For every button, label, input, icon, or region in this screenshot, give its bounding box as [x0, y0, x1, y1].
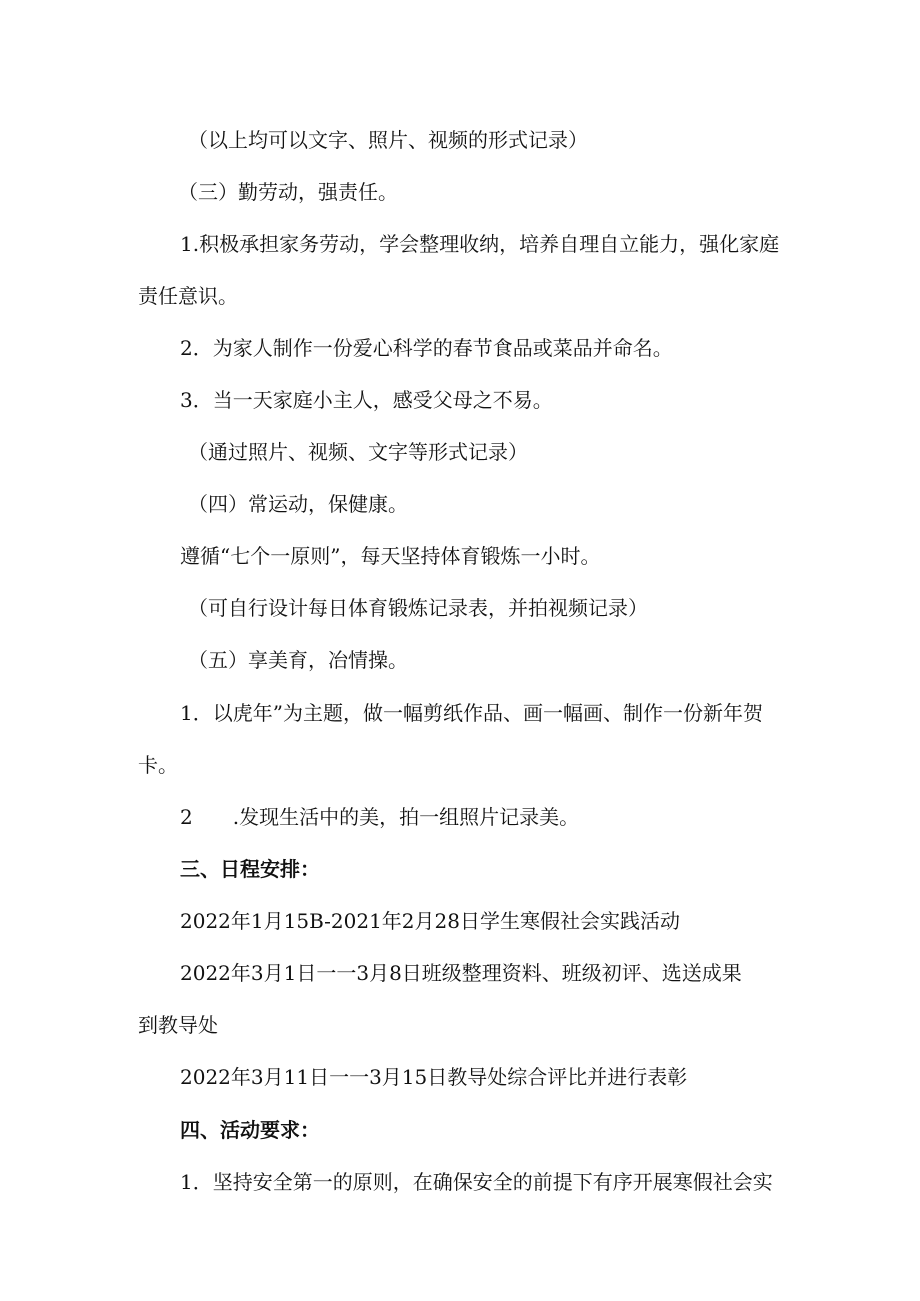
list-item-arts-1: 1．以虎年”为主题，做一幅剪纸作品、画一幅画、制作一份新年贺: [180, 701, 763, 725]
paragraph-exercise-rule: 遵循“七个一原则”，每天坚持体育锻炼一小时。: [180, 544, 601, 568]
paragraph-record-note-1: （以上均可以文字、照片、视频的形式记录）: [188, 128, 588, 152]
list-item-arts-1-cont: 卡。: [138, 753, 178, 777]
list-item-labor-1: 1.积极承担家务劳动，学会整理收纳，培养自理自立能力，强化家庭: [180, 232, 780, 256]
schedule-item-2-cont: 到教导处: [138, 1013, 218, 1037]
list-item-labor-3: 3．当一天家庭小主人，感受父母之不易。: [180, 388, 553, 412]
list-item-labor-1-cont: 责任意识。: [138, 284, 238, 308]
section-heading-requirements: 四、活动要求：: [180, 1118, 320, 1142]
list-item-labor-2: 2．为家人制作一份爱心科学的春节食品或菜品并命名。: [180, 336, 673, 360]
section-heading-schedule: 三、日程安排：: [180, 857, 320, 881]
paragraph-record-note-3: （可自行设计每日体育锻炼记录表，并拍视频记录）: [188, 596, 648, 620]
schedule-item-2: 2022年3月1日一一3月8日班级整理资料、班级初评、选送成果: [180, 961, 742, 985]
section-heading-exercise: （四）常运动，保健康。: [188, 492, 408, 516]
requirement-item-1: 1．坚持安全第一的原则，在确保安全的前提下有序开展寒假社会实: [180, 1170, 773, 1194]
schedule-item-1: 2022年1月15B-2021年2月28日学生寒假社会实践活动: [180, 909, 680, 933]
paragraph-record-note-2: （通过照片、视频、文字等形式记录）: [188, 440, 528, 464]
section-heading-arts: （五）享美育，冶情操。: [188, 648, 408, 672]
list-item-arts-2: 2 .发现生活中的美，拍一组照片记录美。: [180, 805, 580, 829]
section-heading-labor: （三）勤劳动，强责任。: [178, 180, 398, 204]
schedule-item-3: 2022年3月11日一一3月15日教导处综合评比并进行表彰: [180, 1065, 688, 1089]
